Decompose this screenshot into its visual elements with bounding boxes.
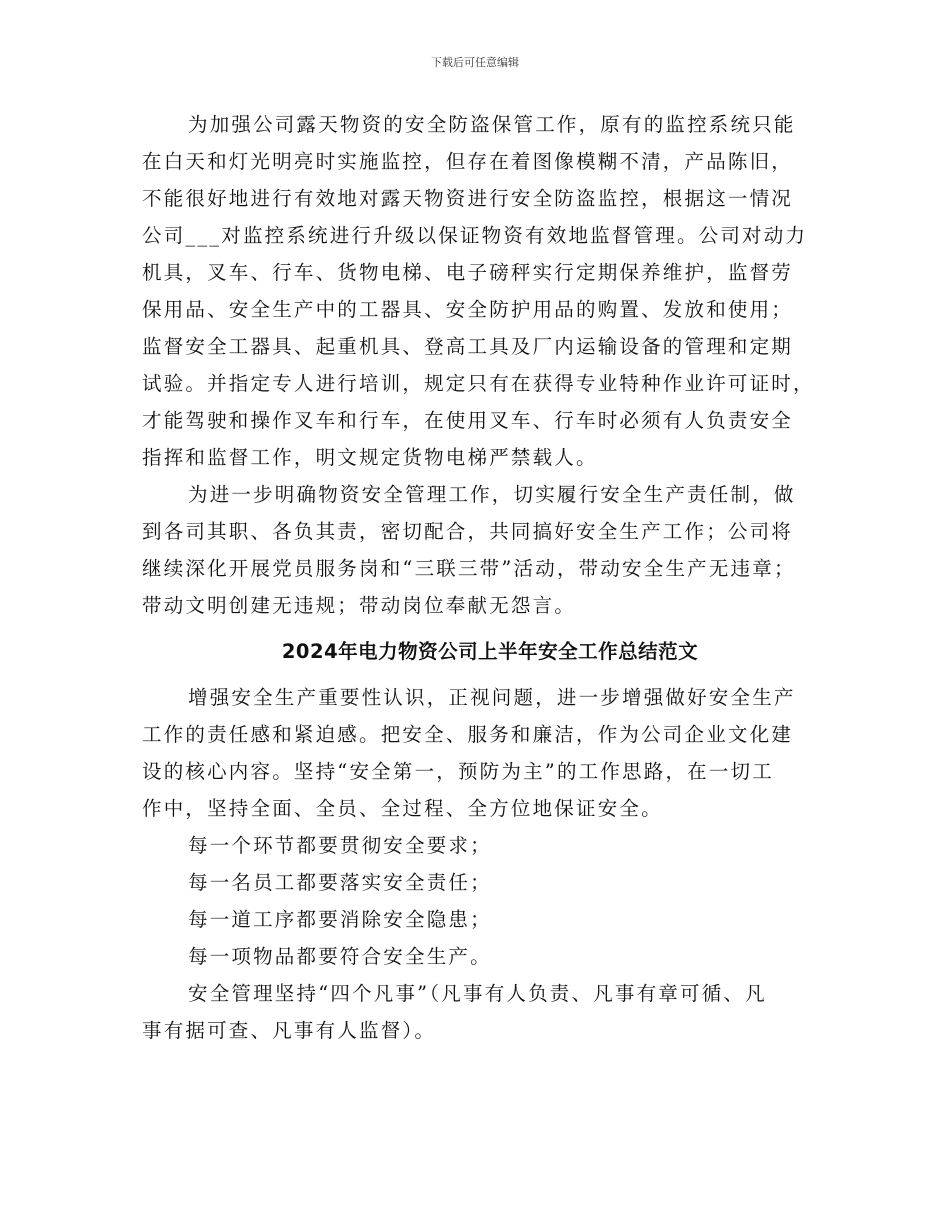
text-line: 监督安全工器具、起重机具、登高工具及厂内运输设备的管理和定期 — [142, 335, 794, 358]
section-title: 2024年电力物资公司上半年安全工作总结范文 — [281, 640, 699, 663]
document-body — [142, 106, 818, 1049]
paragraph-four-principles — [142, 975, 818, 1049]
text-line: 工作的责任感和紧迫感。把安全、服务和廉洁，作为公司企业文化建 — [142, 723, 794, 746]
text-line: 才能驾驶和操作叉车和行车，在使用叉车、行车时必须有人负责安全 — [142, 409, 794, 432]
text-line: 增强安全生产重要性认识，正视问题，进一步增强做好安全生产 — [188, 686, 796, 709]
text-line: 机具，叉车、行车、货物电梯、电子磅秤实行定期保养维护，监督劳 — [142, 261, 794, 284]
text-line: 为加强公司露天物资的安全防盗保管工作，原有的监控系统只能 — [188, 113, 796, 136]
text-line: 到各司其职、各负其责，密切配合，共同搞好安全生产工作；公司将 — [142, 520, 794, 543]
text-line: 在白天和灯光明亮时实施监控，但存在着图像模糊不清，产品陈旧， — [142, 150, 794, 173]
paragraph-monitoring — [142, 106, 818, 476]
paragraph-awareness — [142, 679, 818, 827]
text-line: 带动文明创建无违规；带动岗位奉献无怨言。 — [142, 594, 577, 617]
list-item: 每一名员工都要落实安全责任； — [188, 871, 492, 894]
text-line: 公司___对监控系统进行升级以保证物资有效地监督管理。公司对动力 — [142, 224, 808, 247]
text-line: 安全管理坚持“四个凡事”（凡事有人负责、凡事有章可循、凡 — [188, 982, 767, 1005]
text-line: 为进一步明确物资安全管理工作，切实履行安全生产责任制，做 — [188, 483, 796, 506]
paragraph-responsibility — [142, 476, 818, 624]
list-item: 每一道工序都要消除安全隐患； — [188, 908, 492, 931]
text-line: 事有据可查、凡事有人监督）。 — [142, 1019, 437, 1042]
text-line: 继续深化开展党员服务岗和“三联三带”活动，带动安全生产无违章； — [142, 557, 796, 580]
text-line: 作中，坚持全面、全员、全过程、全方位地保证安全。 — [142, 797, 663, 820]
text-line: 试验。并指定专人进行培训，规定只有在获得专业特种作业许可证时， — [142, 372, 815, 395]
list-item: 每一个环节都要贯彻安全要求； — [188, 834, 492, 857]
text-line: 保用品、安全生产中的工器具、安全防护用品的购置、发放和使用； — [142, 298, 794, 321]
text-line: 设的核心内容。坚持“安全第一，预防为主”的工作思路，在一切工 — [142, 760, 774, 783]
list-item: 每一项物品都要符合安全生产。 — [188, 945, 492, 968]
text-line: 指挥和监督工作，明文规定货物电梯严禁载人。 — [142, 446, 598, 469]
text-line: 不能很好地进行有效地对露天物资进行安全防盗监控，根据这一情况 — [142, 187, 794, 210]
page-header: 下载后可任意编辑 — [431, 56, 519, 69]
